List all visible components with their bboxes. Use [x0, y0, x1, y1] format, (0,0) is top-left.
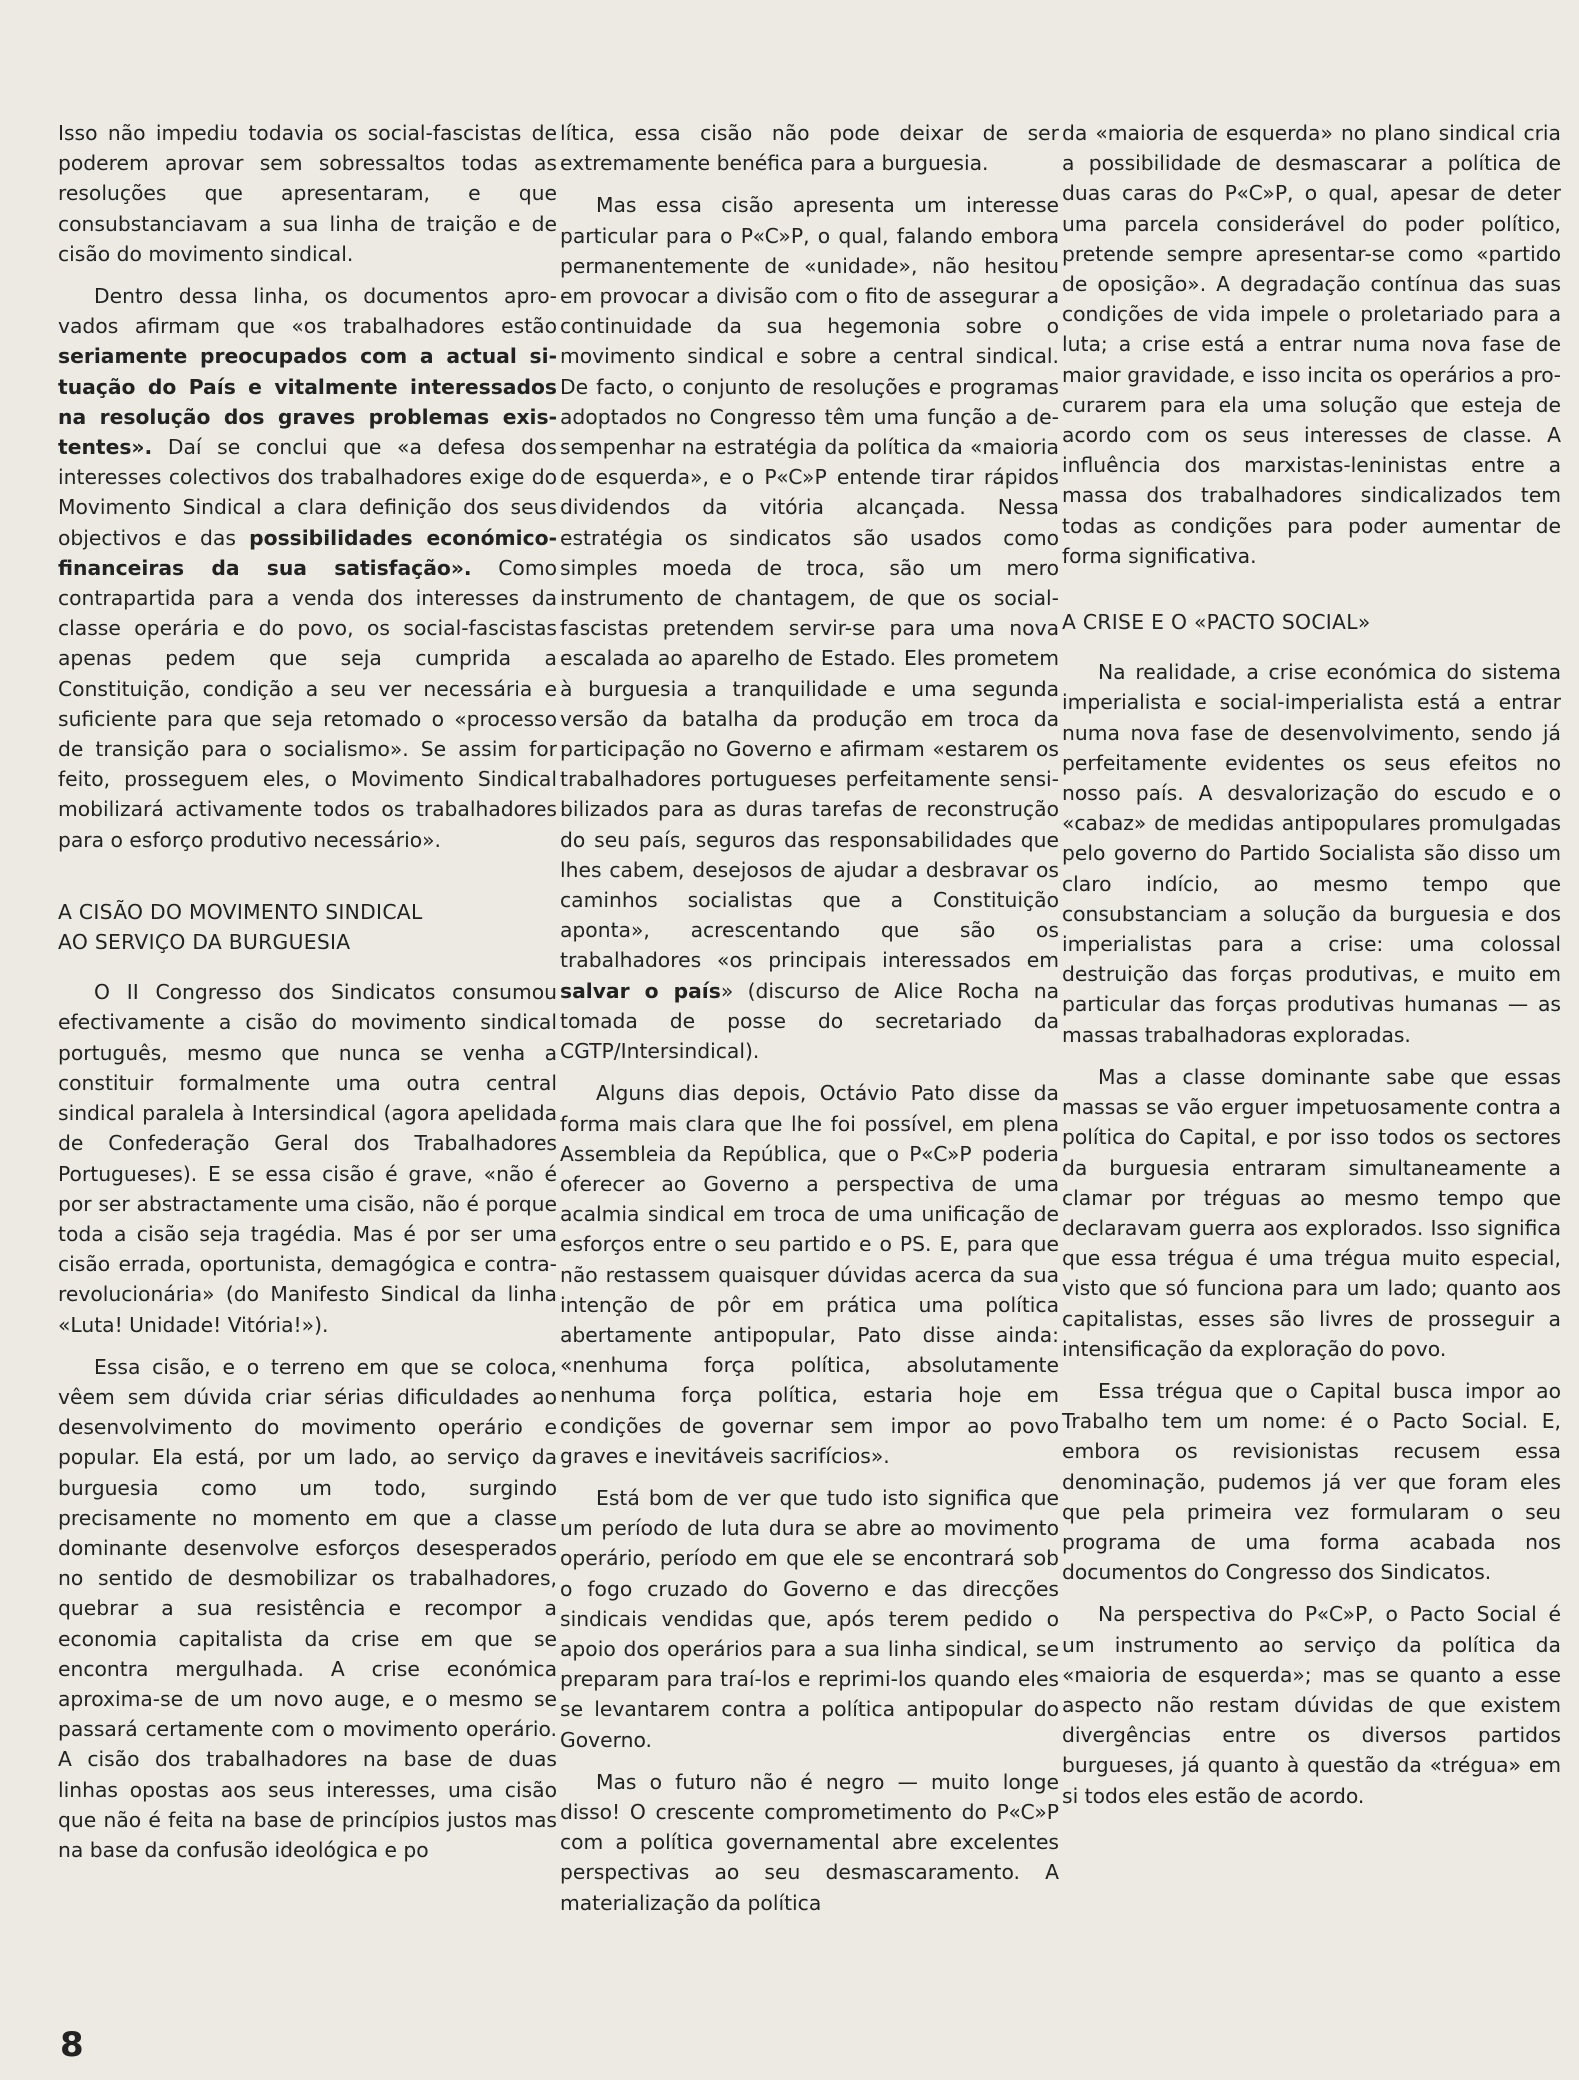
- paragraph: [58, 281, 557, 855]
- section-heading: A CRISE E O «PACTO SOCIAL»: [1062, 610, 1371, 635]
- heading-line: AO SERVIÇO DA BURGUESIA: [58, 930, 351, 955]
- bold-text: seriamente preocupados com a actual situação do País e vitalmente interessados na resolução dos graves problemas existentes».: [58, 344, 557, 460]
- text-run: » (discurso de Alice Rocha na tomada de posse do secretariado da CGTP/Intersindical).: [560, 978, 1059, 1064]
- paragraph: da «maioria de esquerda» no plano sindical cria a possibilidade de desmascarar a política de duas caras do P«C»P, o qual, apesar de deter uma parcela considerável do poder político, pretende sempre apresentar-se como «partido de oposição». A degradação contínua das suas condições de vida impele o proletariado para a luta; a crise está a entrar numa nova fase de maior gravidade, e isso incita os operários a procurarem para ela uma solução que esteja de acordo com os seus interesses de classe. A influência dos marxistas-leninistas entre a massa dos trabalhadores sindicalizados tem todas as condições para poder aumentar de forma significativa.: [1062, 121, 1561, 568]
- paragraph: [560, 190, 1059, 1066]
- text-run: Mas essa cisão apresenta um interesse particular para o P«C»P, o qual, falando embora permanentemente de «unidade», não hesitou em provocar a divisão com o fito de assegurar a continuidade da sua hegemonia sobre o movimento sindical e sobre a central sindical. De facto, o conjunto de resoluções e programas adoptados no Congresso têm uma função a desempenhar na estratégia da política da «maioria de esquerda», e o P«C»P entende tirar rápidos dividendos da vitória alcançada. Nessa estratégia os sindicatos são usados como simples moeda de troca, são um mero instrumento de chantagem, de que os social-fascistas pretendem servir-se para uma nova escalada ao aparelho de Estado. Eles prometem à burguesia a tranquilidade e uma segunda versão da batalha da produção em troca da participação no Governo e afirmam «estarem os trabalhadores portugueses perfeitamente sensibilizados para as duras tarefas de reconstrução do seu país, seguros das responsabilidades que lhes cabem, desejosos de ajudar a desbravar os caminhos socialistas que a Constituição aponta», acrescentando que são os trabalhadores «os principais interessados em: [560, 193, 1059, 973]
- text-run: Daí se conclui que «a defesa dos interesses colectivos dos trabalhadores exige do Movimento Sindical a clara definição dos seus objectivos e das: [58, 435, 557, 550]
- paragraph: Está bom de ver que tudo isto significa que um período de luta dura se abre ao movimento operário, período em que ele se encontrará sob o fogo cruzado do Governo e das direcções sindicais vendidas que, após terem pedido o apoio dos operários para a sua linha sindical, se preparam para traí-los e reprimi-los quando eles se levantarem contra a política antipopular do Governo.: [560, 1485, 1059, 1752]
- text-column-2: [560, 118, 1059, 1918]
- paragraph: Essa trégua que o Capital busca impor ao Trabalho tem um nome: é o Pacto Social. E, embora os revisionistas recusem essa denominação, pudemos já ver que foram eles que pela primeira vez formularam o seu programa de uma forma acabada nos documentos do Congresso dos Sindicatos.: [1062, 1378, 1561, 1585]
- paragraph: Isso não impediu todavia os social-fascistas de poderem aprovar sem sobressaltos todas as resoluções que apresentaram, e que consubstanciavam a sua linha de traição e de cisão do movimento sindical.: [58, 121, 557, 266]
- page-number: 8: [60, 2025, 84, 2065]
- text-run: Como contrapartida para a venda dos interesses da classe operária e do povo, os social-fascistas apenas pedem que seja cumprida a Constituição, condição a seu ver necessária e suficiente para que seja retomado o «processo de transição para o socialismo». Se assim for feito, prosseguem eles, o Movimento Sindical mobilizará activamente todos os trabalhadores para o esforço produtivo necessário».: [58, 555, 557, 852]
- bold-text: salvar o país: [560, 978, 721, 1003]
- text-column-1: [58, 118, 557, 1865]
- section-heading: [58, 897, 557, 957]
- bold-text: possibilidades económico-financeiras da sua satisfação».: [58, 525, 557, 580]
- text-run: Dentro dessa linha, os documentos aprovados afirmam que «os trabalhadores estão: [58, 284, 557, 339]
- paragraph: lítica, essa cisão não pode deixar de ser extremamente benéfica para a burguesia.: [560, 121, 1059, 176]
- paragraph: Mas o futuro não é negro — muito longe disso! O crescente comprometimento do P«C»P com a política governamental abre excelentes perspectivas ao seu desmascaramento. A materialização da política: [560, 1769, 1059, 1915]
- paragraph: Alguns dias depois, Octávio Pato disse da forma mais clara que lhe foi possível, em plena Assembleia da República, que o P«C»P poderia oferecer ao Governo a perspectiva de uma acalmia sindical em troca de uma unificação de esforços entre o seu partido e o PS. E, para que não restassem quaisquer dúvidas acerca da sua intenção de pôr em prática uma política abertamente antipopular, Pato disse ainda: «nenhuma força política, absolutamente nenhuma força política, estaria hoje em condições de governar sem impor ao povo graves e inevitáveis sacrifícios».: [560, 1081, 1059, 1468]
- text-column-3: [1062, 118, 1561, 1811]
- paragraph: Mas a classe dominante sabe que essas massas se vão erguer impetuosamente contra a política do Capital, e por isso todos os sectores da burguesia entraram simultaneamente a clamar por tréguas ao mesmo tempo que declaravam guerra aos explorados. Isso significa que essa trégua é uma trégua muito especial, visto que só funciona para um lado; quanto aos capitalistas, esses são livres de prosseguir a intensificação da exploração do povo.: [1062, 1064, 1561, 1361]
- paragraph: Na realidade, a crise económica do sistema imperialista e social-imperialista está a entrar numa nova fase de desenvolvimento, sendo já perfeitamente evidentes os seus efeitos no nosso país. A desvalorização do escudo e o «cabaz» de medidas antipopulares promulgadas pelo governo do Partido Socialista são disso um claro indício, ao mesmo tempo que consubstanciam a solução da burguesia e dos imperialistas para a crise: uma colossal destruição das forças produtivas, e muito em particular das forças produtivas humanas — as massas trabalhadoras exploradas.: [1062, 660, 1561, 1047]
- paragraph: Essa cisão, e o terreno em que se coloca, vêem sem dúvida criar sérias dificuldades ao desenvolvimento do movimento operário e popular. Ela está, por um lado, ao serviço da burguesia como um todo, surgindo precisamente no momento em que a classe dominante desenvolve esforços desesperados no sentido de desmobilizar os trabalhadores, quebrar a sua resistência e recompor a economia capitalista da crise em que se encontra mergulhada. A crise económica aproxima-se de um novo auge, e o mesmo se passará certamente com o movimento operário. A cisão dos trabalhadores na base de duas linhas opostas aos seus interesses, uma cisão que não é feita na base de princípios justos mas na base da confusão ideológica e po: [58, 1354, 557, 1862]
- paragraph: O II Congresso dos Sindicatos consumou efectivamente a cisão do movimento sindical português, mesmo que nunca se venha a constituir formalmente uma outra central sindical paralela à Intersindical (agora apelidada de Confederação Geral dos Trabalhadores Portugueses). E se essa cisão é grave, «não é por ser abstractamente uma cisão, não é porque toda a cisão seja tragédia. Mas é por ser uma cisão errada, oportunista, demagógica e contra-revolucionária» (do Manifesto Sindical da linha «Luta! Unidade! Vitória!»).: [58, 980, 557, 1337]
- paragraph: Na perspectiva do P«C»P, o Pacto Social é um instrumento ao serviço da política da «maioria de esquerda»; mas se quanto a esse aspecto não restam dúvidas de que existem divergências entre os diversos partidos burgueses, já quanto à questão da «trégua» em si todos eles estão de acordo.: [1062, 1602, 1561, 1808]
- heading-line: A CISÃO DO MOVIMENTO SINDICAL: [58, 899, 423, 924]
